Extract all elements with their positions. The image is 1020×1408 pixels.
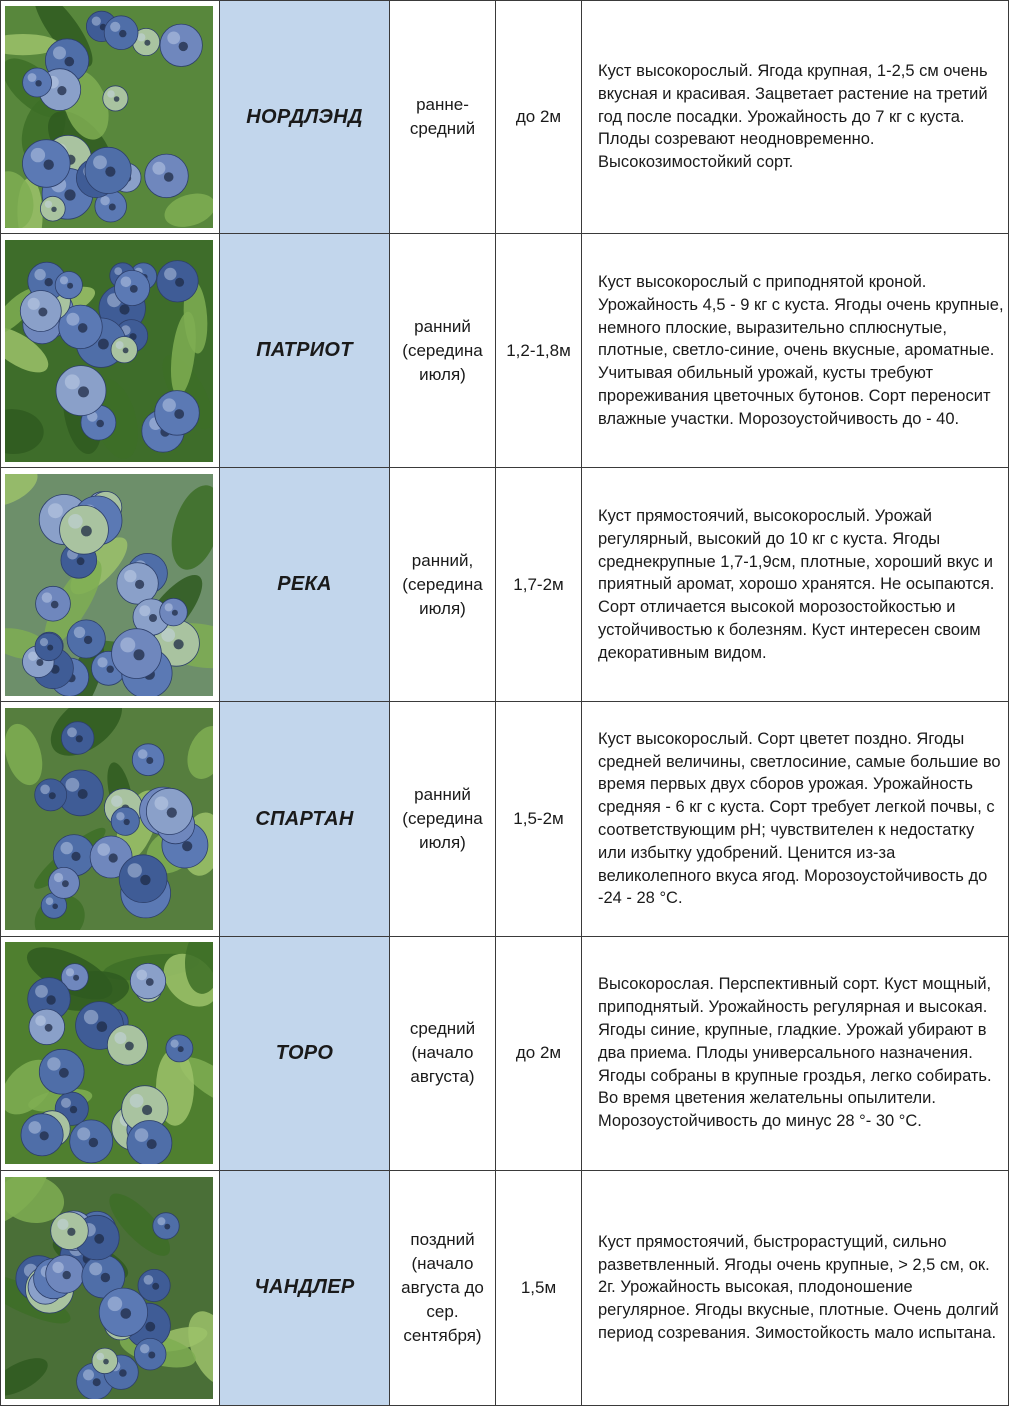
berry-shape [130,964,165,999]
photo-cell [1,468,220,702]
blueberry-cluster-image [5,1177,213,1399]
ripening-period: средний (начало августа) [390,936,496,1170]
berry-shape [138,1269,170,1301]
variety-description: Высокорослая. Перспективный сорт. Куст мощный, приподнятый. Урожайность регулярная и высокая. Ягоды синие, крупные, гладкие. Урожай убирают в два приема. Плоды универсального назначения. Ягоды собраны в крупные гроздья, легко собирать. Во время цветения желательны опылители. Морозоустойчивость до минус 28 °- 30 °С. [582,936,1009,1170]
berry-shape [61,722,94,755]
berry-shape [60,505,109,554]
bush-height: 1,5-2м [496,702,582,936]
bush-height: до 2м [496,936,582,1170]
ripening-period: ранний (середина июля) [390,702,496,936]
blueberry-photo [5,474,213,696]
berry-shape [40,196,65,221]
ripening-period: ранний, (середина июля) [390,468,496,702]
berry-shape [157,260,198,301]
bush-height: 1,5м [496,1170,582,1405]
photo-cell [1,936,220,1170]
berry-shape [92,1348,118,1374]
berry-shape [21,1114,63,1156]
blueberry-cluster-image [5,240,213,462]
ripening-period: ранний (середина июля) [390,234,496,468]
table-row [1,936,1009,1170]
variety-name: РЕКА [220,468,390,702]
photo-cell [1,702,220,936]
berry-shape [48,867,79,898]
table-row [1,1,1009,234]
berry-shape [112,629,162,679]
variety-description: Куст прямостоячий, быстрорастущий, сильно разветвленный. Ягоды очень крупные, > 2,5 см, ок. 2г. Урожайность высокая, плодоношение регулярное. Ягоды вкусные, плотные. Очень долгий период созревания. Зимостойкость мало испытана. [582,1170,1009,1405]
bush-height: 1,2-1,8м [496,234,582,468]
berry-shape [51,1212,89,1250]
berry-shape [117,563,158,604]
blueberry-cluster-image [5,474,213,696]
variety-description: Куст высокорослый с приподнятой кроной. Урожайность 4,5 - 9 кг с куста. Ягоды очень крупные, немного плоские, выразительно сплюснутые, плотные, светло-синие, очень вкусные, ароматные. Учитывая обильный урожай, кусты требуют прореживания цветочных бутонов. Сорт переносит влажные участки. Морозоустойчивость до - 40. [582,234,1009,468]
berry-shape [39,1050,84,1095]
berry-shape [23,140,71,188]
berry-shape [155,390,200,435]
berry-shape [146,788,192,834]
berry-shape [20,290,61,331]
table-row [1,234,1009,468]
ripening-period: ранне- средний [390,1,496,234]
variety-description: Куст высокорослый. Сорт цветет поздно. Ягоды средней величины, светлосиние, самые большие во время первых двух сборов урожая. Урожайность средняя - 6 кг с куста. Сорт требует легкой почвы, с соответствующим pH; чувствителен к недостатку или избытку удобрений. Ценится из-за великолепного вкуса ягод. Морозоустойчивость до -24 - 28 °С. [582,702,1009,936]
table-row [1,468,1009,702]
berry-shape [103,86,128,111]
photo-cell [1,1,220,234]
blueberry-cluster-image [5,942,213,1164]
berry-shape [70,1120,113,1163]
blueberry-photo [5,1177,213,1399]
berry-shape [145,154,189,198]
berry-shape [111,336,137,362]
berry-shape [46,1255,84,1293]
photo-cell [1,234,220,468]
variety-name: СПАРТАН [220,702,390,936]
berry-shape [111,807,139,835]
ripening-period: поздний (начало августа до сер. сентября) [390,1170,496,1405]
berry-shape [132,744,164,776]
blueberry-cluster-image [5,708,213,930]
berry-shape [55,271,82,298]
variety-description: Куст высокорослый. Ягода крупная, 1-2,5 см очень вкусная и красивая. Зацветает растение на третий год после посадки. Урожайность до 7 кг с куста. Плоды созревают неодновременно. Высокозимостойкий сорт. [582,1,1009,234]
blueberry-photo [5,240,213,462]
berry-shape [23,68,52,97]
blueberry-photo [5,6,213,228]
berry-shape [67,620,105,658]
berry-shape [36,586,71,621]
berry-shape [29,1009,65,1045]
berry-shape [85,147,131,193]
blueberry-cluster-image [5,6,213,228]
berry-shape [35,779,67,811]
table-row [1,702,1009,936]
berry-shape [119,855,167,903]
variety-name: ПАТРИОТ [220,234,390,468]
berry-shape [107,1025,147,1065]
bush-height: до 2м [496,1,582,234]
berry-shape [160,24,202,66]
berry-shape [56,365,106,415]
berry-shape [104,16,138,50]
variety-name: НОРДЛЭНД [220,1,390,234]
blueberry-photo [5,708,213,930]
photo-cell [1,1170,220,1405]
variety-description: Куст прямостоячий, высокорослый. Урожай регулярный, высокий до 10 кг с куста. Ягоды среднекрупные 1,7-1,9см, плотные, хороший вкус и приятный аромат, хорошо хранятся. Не осыпаются. Сорт отличается высокой морозостойкостью и устойчивостью к болезням. Куст интересен своим декоративным видом. [582,468,1009,702]
variety-name: ЧАНДЛЕР [220,1170,390,1405]
berry-shape [166,1035,193,1062]
berry-shape [160,598,188,626]
table-row [1,1170,1009,1405]
berry-shape [115,270,150,305]
berry-shape [99,1288,147,1336]
berry-shape [134,1338,166,1370]
variety-name: ТОРО [220,936,390,1170]
berry-shape [153,1213,179,1239]
table-body [1,1,1009,1406]
bush-height: 1,7-2м [496,468,582,702]
berry-shape [35,633,63,661]
berry-shape [127,1121,172,1165]
blueberry-photo [5,942,213,1164]
